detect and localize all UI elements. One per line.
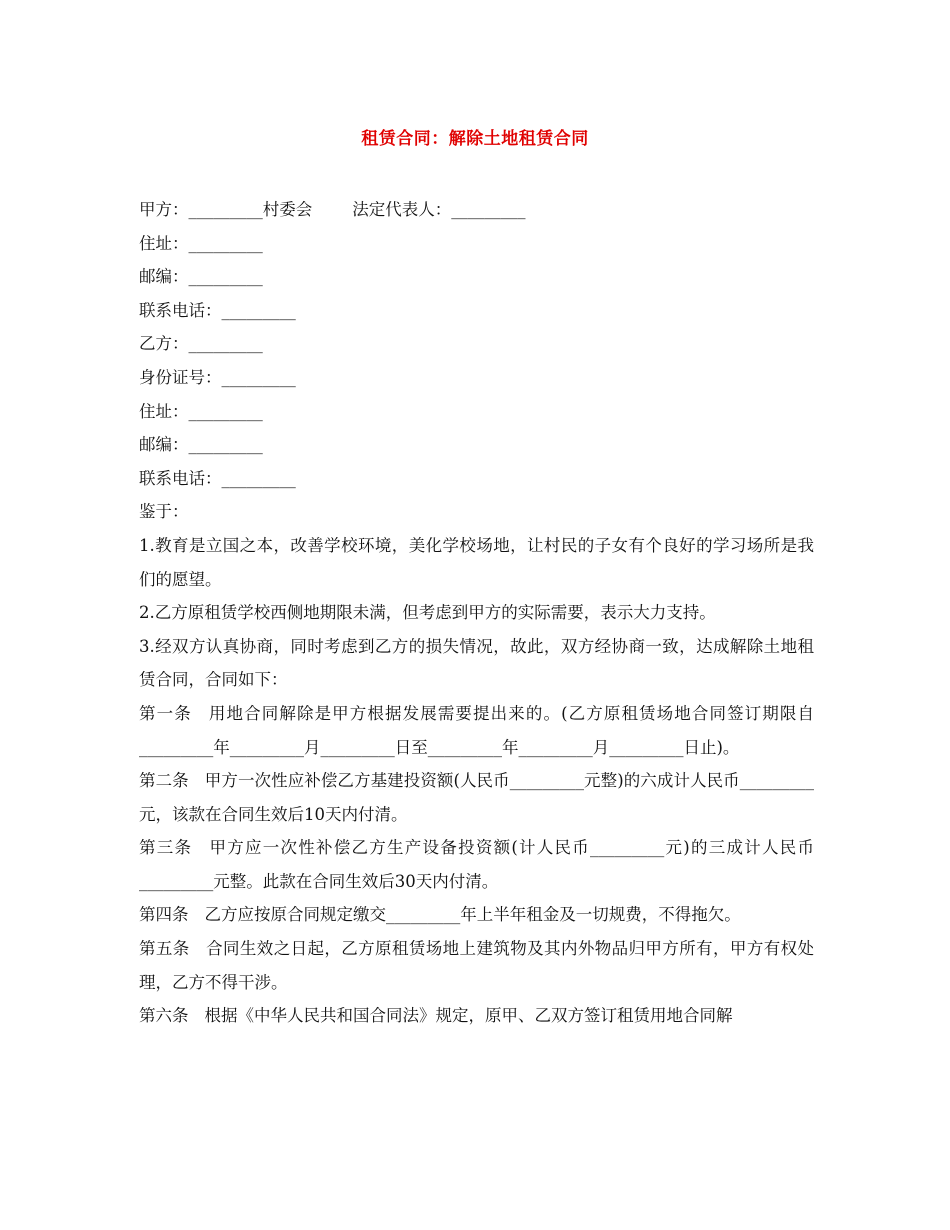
article-label: 第一条 bbox=[139, 703, 192, 723]
article bbox=[139, 932, 814, 999]
article-label: 第二条 bbox=[139, 771, 189, 791]
article-label: 第五条 bbox=[139, 939, 190, 959]
article bbox=[139, 764, 814, 831]
whereas-item: 1.教育是立国之本，改善学校环境，美化学校场地，让村民的子女有个良好的学习场所是我们的愿望。 bbox=[139, 535, 814, 589]
article bbox=[139, 898, 814, 932]
party-a-postcode: 邮编：_________ bbox=[139, 267, 263, 287]
article bbox=[139, 831, 814, 898]
party-a-line bbox=[139, 193, 814, 227]
party-b-id-number: 身份证号：_________ bbox=[139, 367, 296, 387]
document-body bbox=[139, 193, 814, 1033]
article-text: 乙方应按原合同规定缴交_________年上半年租金及一切规费，不得拖欠。 bbox=[204, 905, 741, 925]
document-title: 租赁合同：解除土地租赁合同 bbox=[361, 129, 589, 149]
party-b-phone: 联系电话：_________ bbox=[139, 468, 296, 488]
party-a-name: 甲方：_________村委会 bbox=[139, 200, 313, 219]
whereas-item: 3.经双方认真协商，同时考虑到乙方的损失情况，故此，双方经协商一致，达成解除土地租赁合同，合同如下： bbox=[139, 636, 814, 690]
party-b-name: 乙方：_________ bbox=[139, 334, 263, 354]
article-text: 用地合同解除是甲方根据发展需要提出来的。(乙方原租赁场地合同签订期限自_________年_________月_________日至_________年_________月_________日止)。 bbox=[139, 703, 815, 757]
party-a-address: 住址：_________ bbox=[139, 233, 263, 253]
article-text: 甲方应一次性补偿乙方生产设备投资额(计人民币_________元)的三成计人民币_________元整。此款在合同生效后30天内付清。 bbox=[139, 838, 815, 891]
whereas-item: 2.乙方原租赁学校西侧地期限未满，但考虑到甲方的实际需要，表示大力支持。 bbox=[139, 603, 716, 623]
article-text: 根据《中华人民共和国合同法》规定，原甲、乙双方签订租赁用地合同解 bbox=[204, 1006, 733, 1026]
party-b-address: 住址：_________ bbox=[139, 401, 263, 421]
article-label: 第三条 bbox=[139, 838, 193, 858]
article-text: 甲方一次性应补偿乙方基建投资额(人民币_________元整)的六成计人民币_________元，该款在合同生效后10天内付清。 bbox=[139, 771, 815, 824]
article-text: 合同生效之日起，乙方原租赁场地上建筑物及其内外物品归甲方所有，甲方有权处理，乙方不得干涉。 bbox=[139, 939, 815, 992]
whereas-heading: 鉴于： bbox=[139, 502, 189, 522]
article bbox=[139, 999, 814, 1033]
article-label: 第四条 bbox=[139, 905, 189, 925]
party-b-postcode: 邮编：_________ bbox=[139, 435, 263, 455]
party-a-phone: 联系电话：_________ bbox=[139, 300, 296, 320]
article-label: 第六条 bbox=[139, 1006, 189, 1026]
article bbox=[139, 697, 814, 764]
party-a-representative: 法定代表人：_________ bbox=[352, 200, 526, 219]
